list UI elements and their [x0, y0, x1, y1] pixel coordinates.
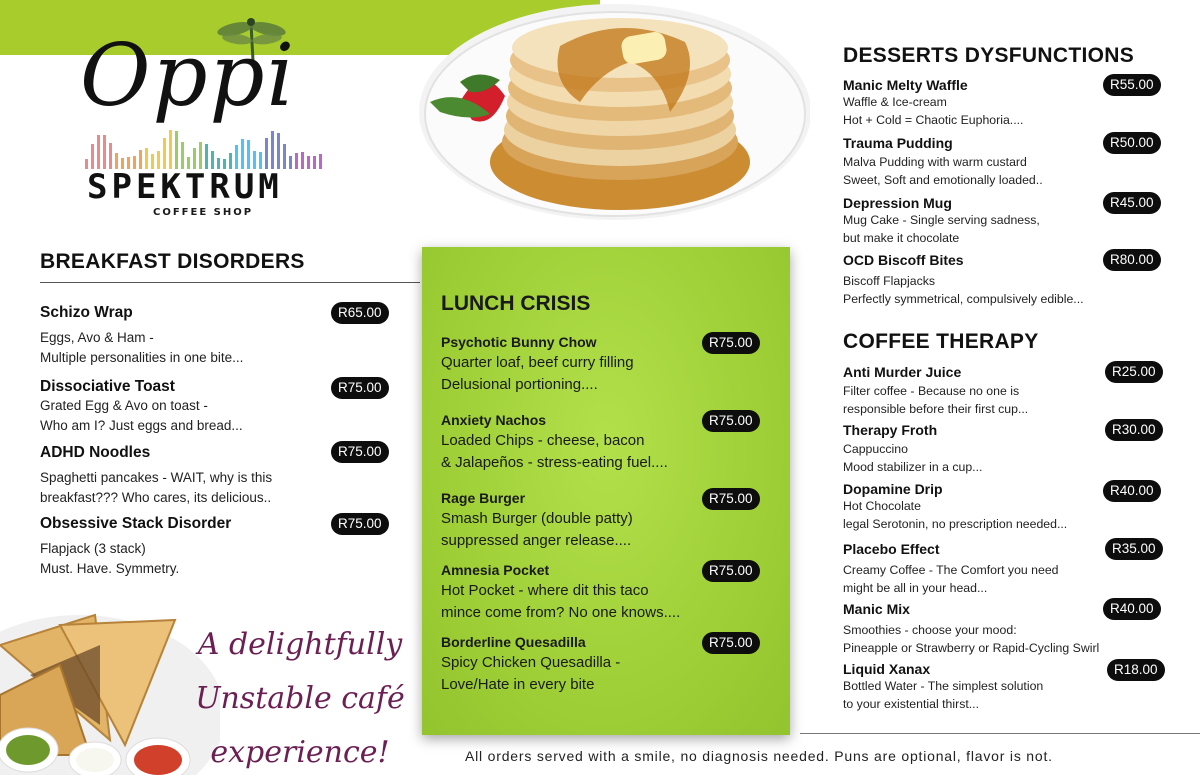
item-name: Schizo Wrap: [40, 304, 133, 321]
lunch-section-title: LUNCH CRISIS: [441, 292, 591, 315]
item-description: Hot Chocolate legal Serotonin, no prescription needed...: [843, 499, 1068, 531]
item-name: Obsessive Stack Disorder: [40, 515, 232, 532]
spectrum-bar: [271, 131, 274, 169]
item-description: Hot Pocket - where dit this taco mince come from? No one knows....: [441, 582, 681, 621]
item-name: Rage Burger: [441, 490, 526, 506]
price-badge: R75.00: [702, 410, 760, 432]
item-name: Trauma Pudding: [843, 135, 953, 151]
spectrum-bar: [247, 140, 250, 169]
spectrum-bars-graphic: [85, 123, 325, 173]
coffee-item: [843, 481, 1067, 533]
logo-script-text: Oppi: [80, 26, 297, 126]
breakfast-section-title: BREAKFAST DISORDERS: [40, 250, 305, 273]
spectrum-bar: [103, 135, 106, 169]
spectrum-bar: [265, 138, 268, 169]
price-badge: R40.00: [1103, 598, 1161, 620]
spectrum-bar: [319, 154, 322, 169]
breakfast-item: [40, 378, 243, 436]
price-badge: R75.00: [702, 488, 760, 510]
lunch-item: [441, 412, 668, 474]
item-description: Spicy Chicken Quesadilla - Love/Hate in every bite: [441, 654, 621, 693]
coffee-item: [843, 601, 1099, 657]
spectrum-bar: [277, 133, 280, 169]
item-description: Bottled Water - The simplest solution to your existential thirst...: [843, 679, 1044, 711]
lunch-item: [441, 562, 680, 624]
item-name: Dissociative Toast: [40, 378, 175, 395]
price-badge: R25.00: [1105, 361, 1163, 383]
price-badge: R55.00: [1103, 74, 1161, 96]
pancake-stack-image: [410, 2, 810, 224]
tagline: [180, 618, 420, 775]
spectrum-bar: [169, 130, 172, 169]
item-description: Smoothies - choose your mood: Pineapple or Strawberry or Rapid-Cycling Swirl: [843, 623, 1100, 655]
coffee-item: [843, 364, 1028, 418]
breakfast-item: [40, 444, 272, 508]
lunch-panel: [422, 247, 790, 735]
item-name: Therapy Froth: [843, 422, 938, 438]
price-badge: R35.00: [1105, 538, 1163, 560]
dessert-item: [843, 77, 1023, 129]
item-description: Cappuccino Mood stabilizer in a cup...: [843, 442, 983, 474]
breakfast-item: [40, 515, 231, 579]
item-name: Amnesia Pocket: [441, 562, 550, 578]
spectrum-bar: [289, 156, 292, 169]
lunch-item: [441, 334, 634, 396]
item-name: Placebo Effect: [843, 541, 940, 557]
tagline-line-2: Unstable café: [195, 681, 405, 716]
price-badge: R80.00: [1103, 249, 1161, 271]
spectrum-bar: [97, 135, 100, 169]
spectrum-bar: [241, 139, 244, 169]
price-badge: R75.00: [702, 632, 760, 654]
price-badge: R65.00: [331, 302, 389, 324]
price-badge: R75.00: [331, 513, 389, 535]
item-name: OCD Biscoff Bites: [843, 252, 964, 268]
coffee-item: [843, 661, 1043, 713]
spectrum-bar: [109, 143, 112, 169]
desserts-section-title: DESSERTS DYSFUNCTIONS: [843, 44, 1134, 67]
price-badge: R75.00: [331, 377, 389, 399]
spectrum-bar: [283, 144, 286, 169]
spectrum-bar: [145, 148, 148, 169]
item-description: Mug Cake - Single serving sadness, but make it chocolate: [843, 213, 1040, 245]
item-description: Eggs, Avo & Ham - Multiple personalities in one bite...: [40, 330, 244, 365]
lunch-item: [441, 490, 633, 552]
item-description: Creamy Coffee - The Comfort you need might be all in your head...: [843, 563, 1059, 595]
spectrum-bar: [313, 156, 316, 169]
brand-subtitle: COFFEE SHOP: [153, 207, 254, 218]
lunch-item: [441, 634, 620, 696]
spectrum-bar: [163, 138, 166, 169]
coffee-item: [843, 541, 1059, 597]
spectrum-bar: [193, 148, 196, 169]
price-badge: R45.00: [1103, 192, 1161, 214]
spectrum-bar: [175, 131, 178, 169]
brand-logo: [75, 15, 335, 225]
item-description: Quarter loaf, beef curry filling Delusional portioning....: [441, 354, 634, 393]
breakfast-divider: [40, 282, 420, 283]
coffee-item: [843, 422, 982, 476]
item-name: Manic Mix: [843, 601, 910, 617]
price-badge: R50.00: [1103, 132, 1161, 154]
footer-note: All orders served with a smile, no diagnosis needed. Puns are optional, flavor is not.: [465, 748, 1053, 764]
spectrum-bar: [199, 142, 202, 169]
price-badge: R18.00: [1107, 659, 1165, 681]
tagline-line-1: A delightfully: [197, 627, 403, 662]
price-badge: R75.00: [331, 441, 389, 463]
coffee-section-title: COFFEE THERAPY: [843, 330, 1039, 353]
item-name: Anxiety Nachos: [441, 412, 547, 428]
dessert-item: [843, 252, 1084, 308]
item-name: Psychotic Bunny Chow: [441, 334, 597, 350]
item-description: Waffle & Ice-cream Hot + Cold = Chaotic Euphoria....: [843, 95, 1024, 127]
item-description: Grated Egg & Avo on toast - Who am I? Just eggs and bread...: [40, 398, 243, 433]
item-description: Malva Pudding with warm custard Sweet, Soft and emotionally loaded..: [843, 155, 1043, 187]
item-name: Manic Melty Waffle: [843, 77, 968, 93]
item-name: Anti Murder Juice: [843, 364, 962, 380]
item-name: Depression Mug: [843, 195, 952, 211]
item-description: Loaded Chips - cheese, bacon & Jalapeños - stress-eating fuel....: [441, 432, 668, 471]
price-badge: R75.00: [702, 560, 760, 582]
item-name: Borderline Quesadilla: [441, 634, 586, 650]
spectrum-bar: [235, 145, 238, 169]
item-name: ADHD Noodles: [40, 444, 151, 461]
spectrum-bar: [91, 144, 94, 169]
item-description: Smash Burger (double patty) suppressed anger release....: [441, 510, 633, 549]
item-description: Spaghetti pancakes - WAIT, why is this breakfast??? Who cares, its delicious..: [40, 470, 273, 505]
brand-name: SPEKTRUM: [87, 167, 283, 207]
item-description: Biscoff Flapjacks Perfectly symmetrical, compulsively edible...: [843, 274, 1084, 306]
spectrum-bar: [301, 152, 304, 169]
breakfast-item: [40, 304, 243, 368]
item-description: Filter coffee - Because no one is responsible before their first cup...: [843, 384, 1029, 416]
spectrum-bar: [295, 153, 298, 169]
item-name: Dopamine Drip: [843, 481, 943, 497]
spectrum-bar: [181, 142, 184, 169]
price-badge: R40.00: [1103, 480, 1161, 502]
item-description: Flapjack (3 stack) Must. Have. Symmetry.: [40, 541, 180, 576]
tagline-line-3: experience!: [210, 735, 390, 770]
dessert-item: [843, 195, 1040, 247]
footer-divider: [800, 733, 1200, 734]
dessert-item: [843, 135, 1043, 189]
price-badge: R30.00: [1105, 419, 1163, 441]
item-name: Liquid Xanax: [843, 661, 931, 677]
spectrum-bar: [205, 144, 208, 169]
spectrum-bar: [307, 156, 310, 169]
price-badge: R75.00: [702, 332, 760, 354]
